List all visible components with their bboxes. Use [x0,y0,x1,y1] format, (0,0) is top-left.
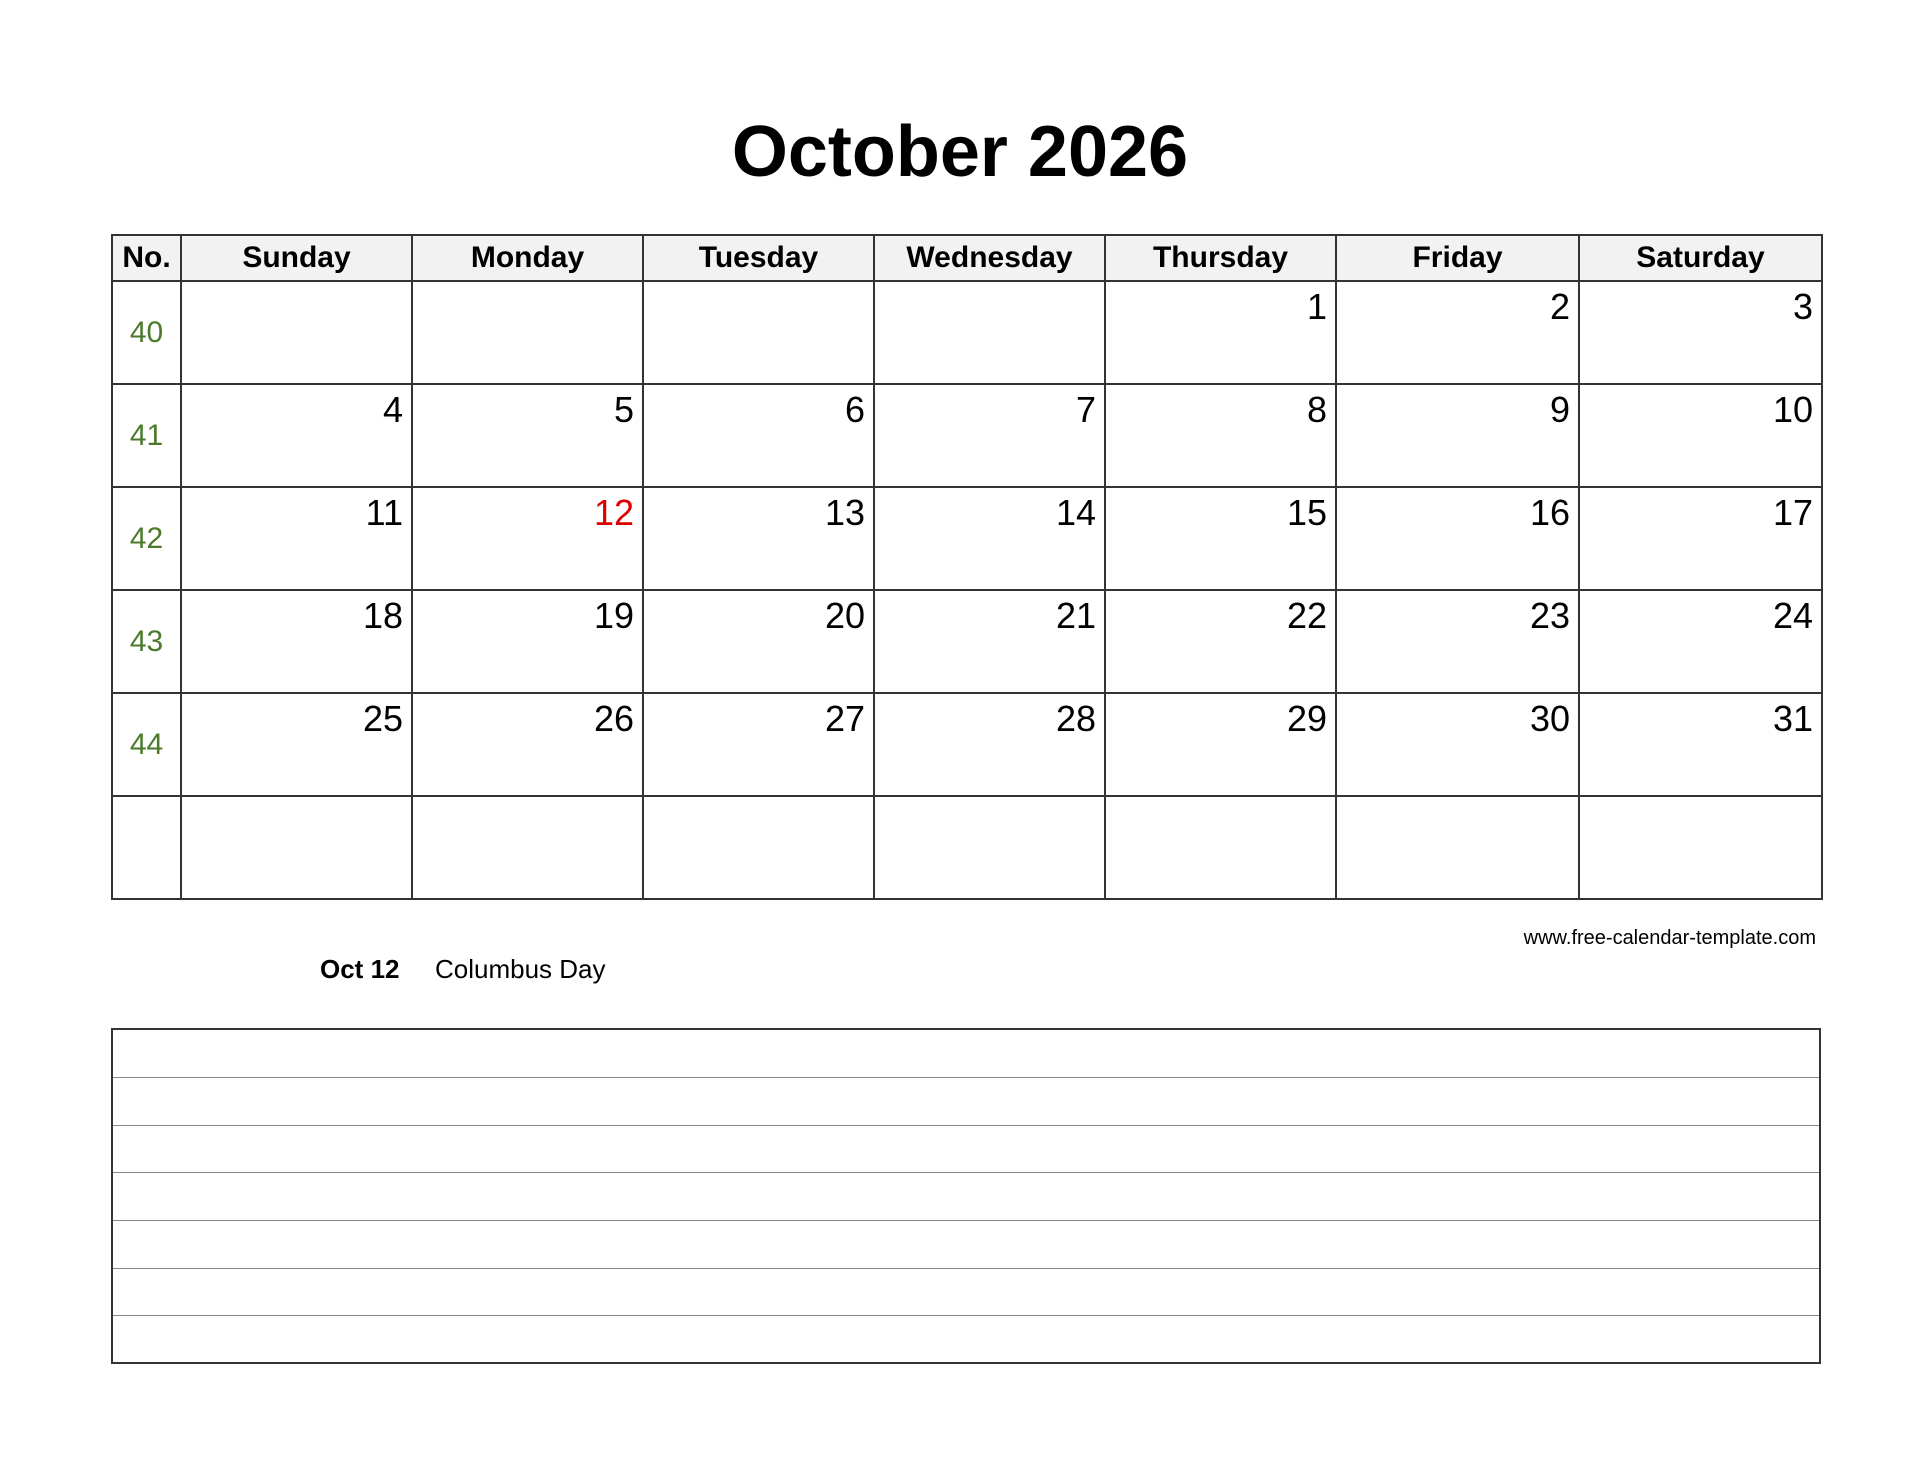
week-number [112,796,181,899]
date-number: 10 [1772,389,1813,430]
day-cell-tuesday[interactable] [643,281,874,384]
date-number: 12 [593,492,634,533]
note-line [113,1268,1819,1269]
date-number: 27 [824,698,865,739]
day-cell-friday[interactable] [1336,590,1579,693]
date-number: 6 [844,389,865,430]
page-title: October 2026 [731,112,1189,192]
date-number: 5 [613,389,634,430]
date-number: 18 [362,595,403,636]
day-cell-tuesday[interactable] [643,693,874,796]
date-number: 1 [1306,286,1327,327]
notes-box[interactable] [111,1028,1821,1364]
weekday-header-thursday: Thursday [1105,235,1336,281]
date-number: 13 [824,492,865,533]
day-cell-tuesday[interactable] [643,487,874,590]
date-number: 20 [824,595,865,636]
date-number: 15 [1286,492,1327,533]
weekday-header-sunday: Sunday [181,235,412,281]
day-cell-sunday[interactable] [181,796,412,899]
day-cell-friday[interactable] [1336,384,1579,487]
date-number: 22 [1286,595,1327,636]
day-cell-sunday[interactable] [181,487,412,590]
week-row [112,487,1822,590]
day-cell-sunday[interactable] [181,590,412,693]
month-calendar-grid [111,234,1823,900]
day-cell-wednesday[interactable] [874,796,1105,899]
week-row [112,693,1822,796]
week-number: 42 [112,487,181,590]
note-line [113,1077,1819,1078]
date-number: 23 [1529,595,1570,636]
day-cell-saturday[interactable] [1579,590,1822,693]
weekday-header-wednesday: Wednesday [874,235,1105,281]
date-number: 7 [1075,389,1096,430]
day-cell-monday[interactable] [412,693,643,796]
holiday-item [320,953,606,985]
holiday-list [320,953,606,985]
day-cell-thursday[interactable] [1105,693,1336,796]
date-number: 26 [593,698,634,739]
note-line [113,1172,1819,1173]
day-cell-wednesday[interactable] [874,693,1105,796]
weekday-header-friday: Friday [1336,235,1579,281]
date-number: 11 [365,492,403,533]
week-row [112,281,1822,384]
day-cell-thursday[interactable] [1105,590,1336,693]
date-number: 25 [362,698,403,739]
week-number: 44 [112,693,181,796]
holiday-date: Oct 12 [320,954,400,984]
day-cell-friday[interactable] [1336,487,1579,590]
date-number: 8 [1306,389,1327,430]
week-row [112,796,1822,899]
week-number-header: No. [112,235,181,281]
day-cell-saturday[interactable] [1579,384,1822,487]
date-number: 2 [1549,286,1570,327]
day-cell-thursday[interactable] [1105,487,1336,590]
day-cell-monday[interactable] [412,487,643,590]
date-number: 21 [1055,595,1096,636]
day-cell-sunday[interactable] [181,281,412,384]
date-number: 3 [1792,286,1813,327]
date-number: 31 [1772,698,1813,739]
week-row [112,590,1822,693]
week-number: 43 [112,590,181,693]
day-cell-tuesday[interactable] [643,796,874,899]
day-cell-wednesday[interactable] [874,281,1105,384]
day-cell-sunday[interactable] [181,384,412,487]
date-number: 9 [1549,389,1570,430]
day-cell-tuesday[interactable] [643,384,874,487]
weekday-header-tuesday: Tuesday [643,235,874,281]
date-number: 19 [593,595,634,636]
day-cell-wednesday[interactable] [874,487,1105,590]
note-line [113,1220,1819,1221]
week-number: 40 [112,281,181,384]
weekday-header-monday: Monday [412,235,643,281]
day-cell-wednesday[interactable] [874,384,1105,487]
day-cell-thursday[interactable] [1105,384,1336,487]
website-url: www.free-calendar-template.com [1523,927,1816,949]
date-number: 29 [1286,698,1327,739]
weekday-header-row [112,235,1822,281]
holiday-name: Columbus Day [435,954,606,984]
week-number: 41 [112,384,181,487]
date-number: 16 [1529,492,1570,533]
day-cell-tuesday[interactable] [643,590,874,693]
day-cell-thursday[interactable] [1105,281,1336,384]
note-line [113,1315,1819,1316]
date-number: 17 [1772,492,1813,533]
week-row [112,384,1822,487]
day-cell-wednesday[interactable] [874,590,1105,693]
date-number: 14 [1055,492,1096,533]
weekday-header-saturday: Saturday [1579,235,1822,281]
date-number: 30 [1529,698,1570,739]
day-cell-saturday[interactable] [1579,796,1822,899]
day-cell-sunday[interactable] [181,693,412,796]
date-number: 28 [1055,698,1096,739]
date-number: 24 [1772,595,1813,636]
day-cell-monday[interactable] [412,590,643,693]
day-cell-saturday[interactable] [1579,281,1822,384]
day-cell-friday[interactable] [1336,693,1579,796]
note-line [113,1125,1819,1126]
day-cell-monday[interactable] [412,384,643,487]
day-cell-monday[interactable] [412,796,643,899]
day-cell-monday[interactable] [412,281,643,384]
day-cell-thursday[interactable] [1105,796,1336,899]
day-cell-saturday[interactable] [1579,693,1822,796]
day-cell-saturday[interactable] [1579,487,1822,590]
day-cell-friday[interactable] [1336,281,1579,384]
date-number: 4 [382,389,403,430]
day-cell-friday[interactable] [1336,796,1579,899]
